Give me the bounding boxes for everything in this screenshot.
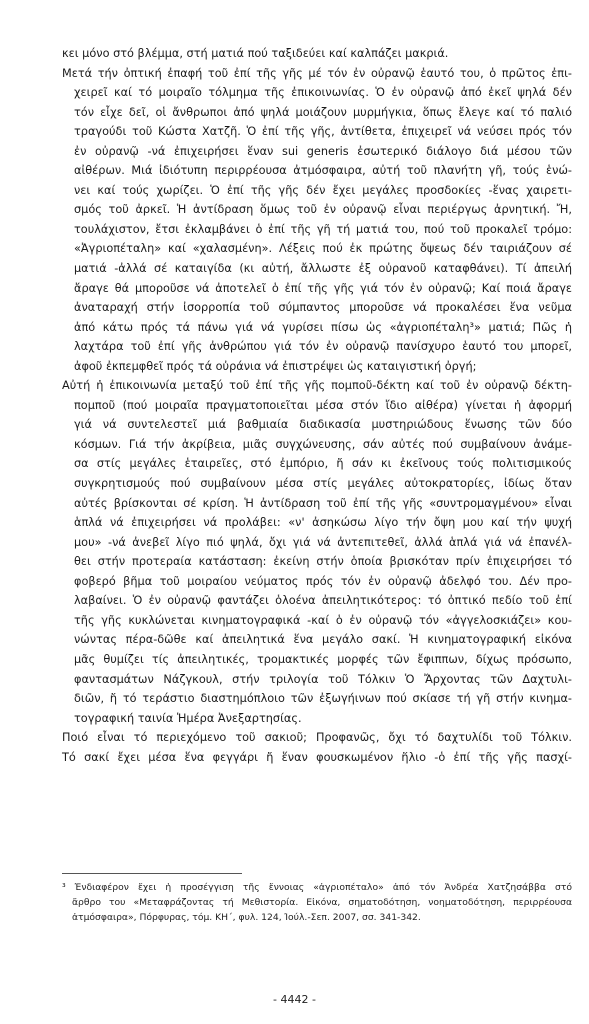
text-line: χειρεῖ καί τό μοιραῖο τόλμημα τῆς ἐπικοινωνίας. Ὁ ἐν οὐρανῷ ἀπό ἐκεῖ ψηλά δέν <box>74 86 572 100</box>
text-line: λαβαίνει. Ὁ ἐν οὐρανῷ φαντάζει ὁλοένα ἀπειλητικότερος: τό ὀπτικό πεδίο τοῦ ἐπί <box>74 594 572 608</box>
text-line: φοβερό βῆμα τοῦ μοιραίου νεύματος πρός τόν ἐν οὐρανῷ ἀδελφό του. Δέν προ- <box>74 574 572 588</box>
text-line: γιά νά συντελεστεῖ μιά βαθμιαία διαδικασία μυστηριώδους ἕνωσης τῶν δύο <box>74 418 572 432</box>
text-line: ἁπλά νά ἐπιχειρήσει νά προλάβει: «ν' ἀσηκώσω λίγο τήν ὄψη μου καί τήν ψυχή <box>74 516 572 530</box>
text-line: Τό σακί ἔχει μέσα ἕνα φεγγάρι ἤ ἕναν φουσκωμένον ἥλιο -ὁ ἐπί τῆς γῆς πασχί- <box>62 750 572 764</box>
paragraph-3 <box>62 376 572 728</box>
text-line: τῆς γῆς κυκλώνεται κινηματογραφικά -καί ὁ ἐν οὐρανῷ τόν «ἀγγελοσκιάζει» κου- <box>74 613 572 627</box>
footnote-line: ³ Ἐνδιαφέρον ἔχει ἡ προσέγγιση τῆς ἔννοιας «ἀγριοπέταλο» ἀπό τόν Ἀνδρέα Χατζησάββα στό <box>62 882 572 893</box>
page-body <box>62 44 572 767</box>
text-line: Αὐτή ἡ ἐπικοινωνία μεταξύ τοῦ ἐπί τῆς γῆς πομποῦ-δέκτη καί τοῦ ἐν οὐρανῷ δέκτη- <box>62 379 572 393</box>
text-line: Μετά τήν ὀπτική ἐπαφή τοῦ ἐπί τῆς γῆς μέ τόν ἐν οὐρανῷ ἑαυτό του, ὁ πρῶτος ἐπι- <box>62 66 572 80</box>
text-line: κόσμων. Γιά τήν ἀκρίβεια, μιᾶς συγχώνευσης, σάν αὐτές πού συμβαίνουν ἀνάμε- <box>74 437 572 451</box>
footnote-line: ἄρθρο του «Μεταφράζοντας τή Μεθιστορία. Εἰκόνα, σηματοδότηση, νοηματοδότηση, περιρρέουσα <box>72 897 572 908</box>
text-line: ἄραγε θά μποροῦσε νά ἀποτελεῖ ὁ ἐπί τῆς γῆς γιά τόν ἐν οὐρανῷ; Καί ποιά ἄραγε <box>74 281 572 295</box>
text-line: νώντας πέρα-δῶθε καί ἀπειλητικά ἕνα μεγάλο σακί. Ἡ κινηματογραφική εἰκόνα <box>74 633 572 647</box>
text-line: Ποιό εἶναι τό περιεχόμενο τοῦ σακιοῦ; Προφανῶς, ὄχι τό δαχτυλίδι τοῦ Τόλκιν. <box>62 731 572 745</box>
text-line: αἰθέρων. Μιά ἰδιότυπη περιρρέουσα ἀτμόσφαιρα, αὐτή τοῦ πλανήτη γῆ, τούς ἑνώ- <box>74 164 572 178</box>
text-line: ἀπό κάτω πρός τά πάνω γιά νά γυρίσει πίσω ὡς «ἀγριοπέταλη³» ματιά; Πῶς ἡ <box>74 320 572 334</box>
text-line: ματιά -ἀλλά σέ καταιγίδα (κι αὐτή, ἄλλωστε ἐξ οὐρανοῦ καταφθάνει). Τί ἀπειλή <box>74 262 572 276</box>
text-line: λαχτάρα τοῦ ἐπί γῆς ἀνθρώπου γιά τόν ἐν οὐρανῷ πανίσχυρο ἑαυτό του μπορεῖ, <box>74 340 572 354</box>
text-line: αὐτές βρίσκονται σέ κρίση. Ἡ ἀντίδραση τοῦ ἐπί τῆς γῆς «συντρομαγμένου» εἶναι <box>74 496 572 510</box>
paragraph-1 <box>62 44 572 64</box>
text-line: τογραφική ταινία Ἡμέρα Ἀνεξαρτησίας. <box>74 711 302 725</box>
text-line: τραγούδι τοῦ Κώστα Χατζῆ. Ὁ ἐπί τῆς γῆς, ἀντίθετα, ἐπιχειρεῖ νά νεύσει πρός τόν <box>74 125 572 139</box>
body-text <box>62 44 572 767</box>
text-line: ἐν οὐρανῷ -νά ἐπιχειρήσει ἕναν sui generis ἐσωτερικό διάλογο διά μέσου τῶν <box>74 144 572 158</box>
text-line: σα στίς μεγάλες ἑταιρεῖες, στό ἐμπόριο, ἤ σάν κι ἐκεῖνους τούς πολιτισμικούς <box>74 457 572 471</box>
text-line: κει μόνο στό βλέμμα, στή ματιά πού ταξιδεύει καί καλπάζει μακριά. <box>62 47 449 60</box>
footnote-line: ἀτμόσφαιρα», Πόρφυρας, τόμ. ΚΗ΄, φυλ. 124, Ἰούλ.-Σεπ. 2007, σσ. 341-342. <box>72 912 421 923</box>
footnote-divider <box>62 873 242 874</box>
paragraph-2 <box>62 64 572 377</box>
text-line: πομποῦ (πού μοιραῖα πραγματοποιεῖται μέσα στόν ἴδιο αἰθέρα) γίνεται ἡ ἀφορμή <box>74 398 572 412</box>
text-line: ἀναταραχή στήν ἰσορροπία τοῦ σύμπαντος μποροῦσε νά προκαλέσει ἕνα νεῦμα <box>74 301 572 315</box>
text-line: νει καί τούς χωρίζει. Ὁ ἐπί τῆς γῆς δέν ἔχει μεγάλες προσδοκίες -ἕνας χαιρετι- <box>74 183 572 197</box>
text-line: μου» -νά ἀνεβεῖ λίγο πιό ψηλά, ὄχι γιά νά ἀντεπιτεθεῖ, ἀλλά ἁπλά γιά νά ἐπανέλ- <box>74 535 572 549</box>
text-line: σμός τοῦ ἀρκεῖ. Ἡ ἀντίδραση ὅμως τοῦ ἐν οὐρανῷ εἶναι περιέργως ἀρνητική. Ἤ, <box>74 203 572 217</box>
text-line: μᾶς θυμίζει τίς ἀπειλητικές, τρομακτικές μορφές τῶν ἔφιππων, δίχως πρόσωπο, <box>74 652 572 666</box>
text-line: τουλάχιστον, ἔτσι ἐκλαμβάνει ὁ ἐπί τῆς γῆ τή ματιά του, πού τοῦ προκαλεῖ τρόμο: <box>74 222 572 236</box>
text-line: φαντασμάτων Νάζγκουλ, στήν τριλογία τοῦ Τόλκιν Ὁ Ἄρχοντας τῶν Δαχτυλι- <box>74 672 572 686</box>
text-line: τόν εἶχε δεῖ, οἱ ἄνθρωποι ἀπό ψηλά μοιάζουν μυρμήγκια, ὅπως ἔλεγε καί τό παλιό <box>74 105 572 119</box>
text-line: συγκρητισμούς πού συμβαίνουν μέσα στίς μεγάλες αὐτοκρατορίες, ἰδίως ὅταν <box>74 477 572 491</box>
text-line: θει στήν προτεραία κατάσταση: ἐκείνη στήν ὁποία βρισκόταν πρίν ἐπιχειρήσει τό <box>74 555 572 569</box>
text-line: ἀφοῦ ἐκπεμφθεῖ πρός τά οὐράνια νά ἐπιστρέψει ὡς καταιγιστική ὀργή; <box>74 359 477 373</box>
paragraph-4 <box>62 728 572 767</box>
text-line: διῶν, ἤ τό τεράστιο διαστημόπλοιο τῶν ἐξωγήινων πού σκίασε τή γῆ στήν κινημα- <box>74 692 572 706</box>
footnote <box>62 880 572 925</box>
text-line: «Ἀγριοπέταλη» καί «χαλασμένη». Λέξεις πού ἐκ πρώτης ὄψεως δέν ταιριάζουν σέ <box>74 242 572 256</box>
page-number: - 4442 - <box>273 993 316 1006</box>
